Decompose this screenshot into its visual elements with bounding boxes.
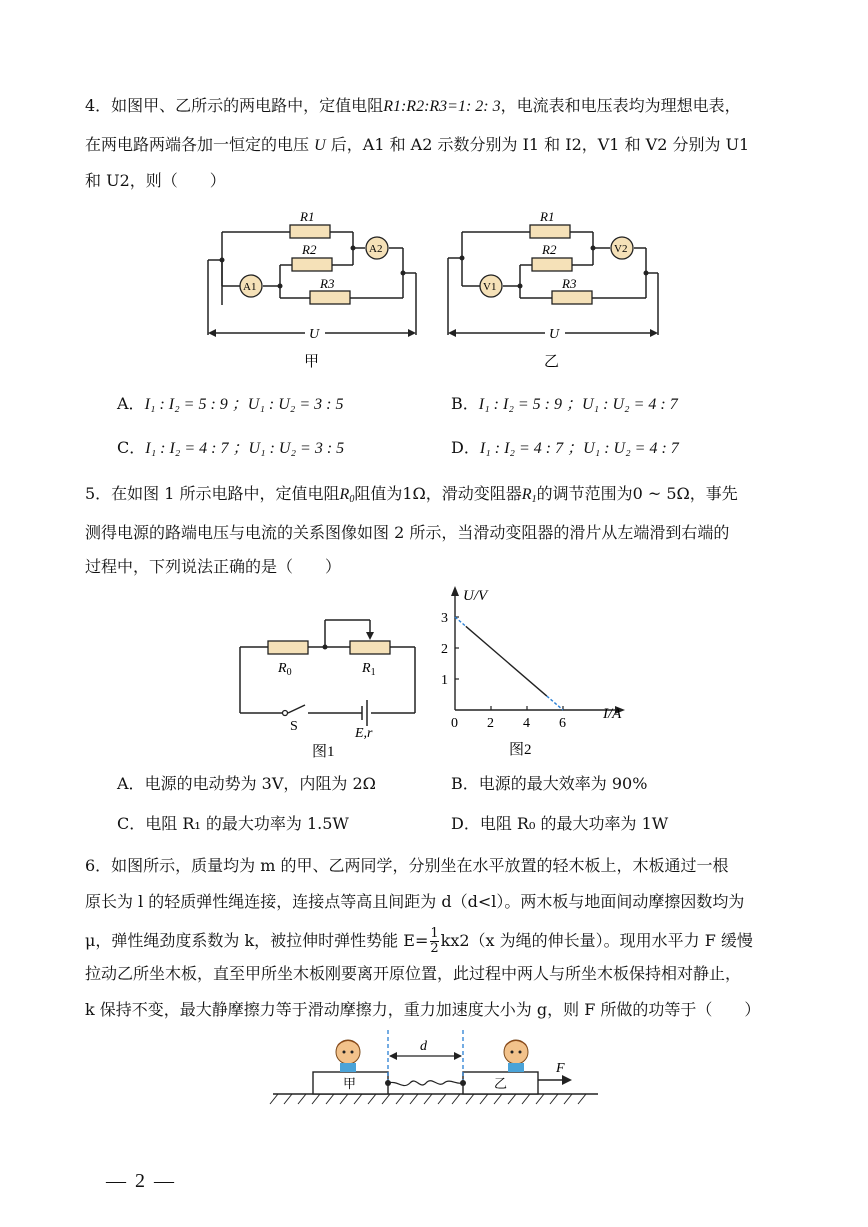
fig1-r1-label: $R_1$ bbox=[362, 661, 376, 678]
switch-s bbox=[283, 711, 288, 716]
q6-boards-diagram bbox=[268, 1030, 608, 1110]
y-tick-label-2: 2 bbox=[441, 642, 448, 657]
q6-line-3: μ，弹性绳劲度系数为 k，被拉伸时弹性势能 E= $\frac{1}{2}$ kx2（x 为绳的伸长量）。现用水平力 F 缓慢 bbox=[85, 926, 753, 956]
page-number: — 2 — bbox=[106, 1170, 176, 1192]
series-line-solid bbox=[466, 626, 547, 696]
q4-option-a[interactable]: A．I₁ : I₂ = 5 : 9 ；U₁ : U₂ = 3 : 5 bbox=[117, 394, 344, 413]
jia-r2-resistor bbox=[292, 258, 332, 271]
q4-option-d[interactable]: D．I₁ : I₂ = 4 : 7 ；U₁ : U₂ = 4 : 7 bbox=[451, 438, 679, 457]
student-jia-figure bbox=[336, 1040, 360, 1072]
yi-r1-resistor bbox=[530, 225, 570, 238]
fig1-caption: 图1 bbox=[312, 744, 335, 760]
q5-fig2-graph bbox=[425, 580, 645, 762]
jia-r1-label: R1 bbox=[300, 209, 315, 224]
q4-line-1: 4．如图甲、乙所示的两电路中，定值电阻R1:R2:R3=1: 2: 3，电流表和电压表均为理想电表， bbox=[85, 96, 741, 115]
series-line-end-dashed bbox=[547, 696, 563, 710]
series-line-start-dashed bbox=[455, 617, 466, 626]
force-f-label: F bbox=[556, 1061, 565, 1076]
q6-line-5: k 保持不变，最大静摩擦力等于滑动摩擦力，重力加速度大小为 g，则 F 所做的功等于（ ） bbox=[85, 1000, 761, 1019]
q5-option-c[interactable]: C．电阻 R₁ 的最大功率为 1.5W bbox=[117, 814, 349, 833]
yi-r2-resistor bbox=[532, 258, 572, 271]
fig1-r0-resistor bbox=[268, 641, 308, 654]
jia-r3-resistor bbox=[310, 291, 350, 304]
jia-r1-resistor bbox=[290, 225, 330, 238]
fig1-er-label: E,r bbox=[355, 726, 373, 741]
yi-r3-label: R3 bbox=[562, 276, 577, 291]
x-tick-label-2: 2 bbox=[487, 716, 494, 731]
chart-y-axis-label: U/V bbox=[463, 588, 488, 604]
fig1-s-label: S bbox=[290, 719, 298, 734]
board-yi-label: 乙 bbox=[494, 1076, 508, 1091]
chart-caption: 图2 bbox=[509, 742, 532, 758]
q5-option-b[interactable]: B．电源的最大效率为 90% bbox=[451, 774, 648, 793]
circuit-yi-diagram bbox=[440, 200, 670, 375]
jia-u-label: U bbox=[309, 327, 320, 342]
yi-r2-label: R2 bbox=[542, 242, 557, 257]
elastic-cord bbox=[388, 1081, 463, 1086]
q4-option-c[interactable]: C．I₁ : I₂ = 4 : 7 ；U₁ : U₂ = 3 : 5 bbox=[117, 438, 345, 457]
chart-x-axis-label: I/A bbox=[603, 706, 622, 722]
distance-d-label: d bbox=[420, 1039, 427, 1054]
jia-r3-label: R3 bbox=[320, 276, 335, 291]
q6-line-4: 拉动乙所坐木板，直至甲所坐木板刚要离开原位置，此过程中两人与所坐木板保持相对静止， bbox=[85, 964, 742, 983]
x-tick-label-4: 4 bbox=[523, 716, 530, 731]
q5-option-d[interactable]: D．电阻 R₀ 的最大功率为 1W bbox=[451, 814, 669, 833]
q6-line-2: 原长为 l 的轻质弹性绳连接，连接点等高且间距为 d（d<l）。两木板与地面间动摩擦因数均为 bbox=[85, 892, 745, 911]
q4-resistance-ratio: R1:R2:R3=1: 2: 3 bbox=[383, 98, 501, 115]
yi-r3-resistor bbox=[552, 291, 592, 304]
yi-v1-label: V1 bbox=[483, 281, 497, 293]
x-tick-label-0: 0 bbox=[451, 716, 458, 731]
q5-line-2: 测得电源的路端电压与电流的关系图像如图 2 所示，当滑动变阻器的滑片从左端滑到右端的 bbox=[85, 523, 730, 542]
fig1-r0-label: $R_0$ bbox=[278, 661, 292, 678]
q5-fig1-circuit bbox=[230, 610, 430, 760]
y-tick-label-1: 1 bbox=[441, 673, 448, 688]
x-tick-label-6: 6 bbox=[559, 716, 566, 731]
q4-line-3: 和 U2，则（ ） bbox=[85, 171, 226, 190]
jia-a2-label: A2 bbox=[369, 243, 383, 255]
q5-line-1: 5．在如图 1 所示电路中，定值电阻$R_0$阻值为1Ω，滑动变阻器$R_1$的调节范围为0 ~ 5Ω，事先 bbox=[85, 484, 738, 505]
fig1-r1-rheostat bbox=[350, 641, 390, 654]
y-tick-label-3: 3 bbox=[441, 611, 448, 626]
student-yi-figure bbox=[504, 1040, 528, 1072]
q4-option-b[interactable]: B．I₁ : I₂ = 5 : 9 ；U₁ : U₂ = 4 : 7 bbox=[451, 394, 678, 413]
circuit-jia-diagram bbox=[200, 200, 430, 375]
board-jia-label: 甲 bbox=[343, 1076, 357, 1091]
q4-line-2: 在两电路两端各加一恒定的电压 U 后，A1 和 A2 示数分别为 I1 和 I2，V1 和 V2 分别为 U1 bbox=[85, 135, 750, 154]
jia-r2-label: R2 bbox=[302, 242, 317, 257]
q6-fraction: $\frac{1}{2}$ bbox=[430, 926, 439, 956]
q5-option-a[interactable]: A．电源的电动势为 3V，内阻为 2Ω bbox=[117, 774, 376, 793]
q6-line-1: 6．如图所示，质量均为 m 的甲、乙两同学，分别坐在水平放置的轻木板上，木板通过一根 bbox=[85, 856, 729, 875]
jia-a1-label: A1 bbox=[243, 281, 257, 293]
yi-caption: 乙 bbox=[544, 354, 560, 370]
jia-caption: 甲 bbox=[304, 354, 320, 370]
yi-u-label: U bbox=[549, 327, 560, 342]
yi-v2-label: V2 bbox=[614, 243, 628, 255]
q5-line-3: 过程中，下列说法正确的是（ ） bbox=[85, 557, 342, 576]
yi-r1-label: R1 bbox=[540, 209, 555, 224]
